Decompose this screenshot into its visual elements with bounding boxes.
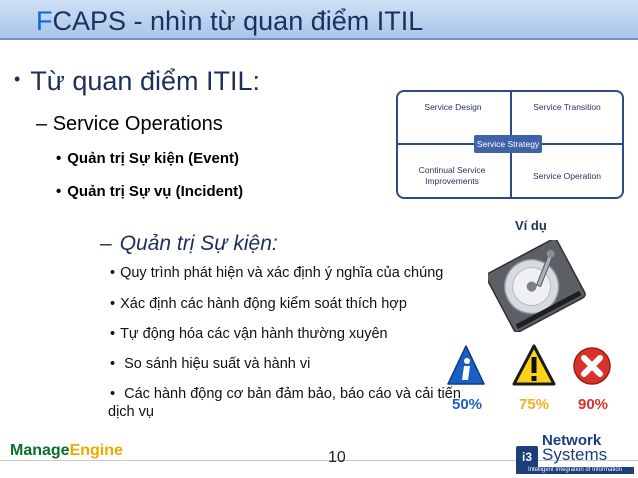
sub-event-management [100,232,278,256]
continual-improvements-label: Continual Service Improvements [418,165,486,186]
info-icon [446,344,486,388]
sub-event-management-text: Quản trị Sự kiện: [119,232,278,255]
list-item-text: Xác định các hành động kiểm soát thích hợp [120,296,407,312]
bullet-dot: • [14,69,21,89]
logo-manage-text: Manage [10,442,70,459]
service-transition-label: Service Transition [533,102,601,112]
list-item [110,296,407,312]
bullet-dot: • [110,296,116,312]
title-first-letter: F [36,6,53,36]
bullet-itil-view [14,66,260,97]
bullet-dot: • [110,386,116,402]
service-strategy-label: Service Strategy [474,135,542,153]
list-item-text: So sánh hiệu suất và hành vi [120,356,311,372]
item-event-management-text: Quản trị Sự kiện (Event) [67,150,239,167]
list-item-text: Tự động hóa các vận hành thường xuyên [120,326,388,342]
bullet-dot: • [56,150,62,167]
sub-service-operations [36,113,223,136]
level-percent-warning: 75% [519,396,550,413]
slide-title [36,6,423,37]
itil-diagram [396,90,624,199]
dash: – [100,232,112,255]
logo-systems-text: Systems [542,445,608,464]
item-incident-management [56,183,243,200]
bullet-itil-view-text: Từ quan điểm ITIL: [30,66,260,96]
service-operation-label: Service Operation [532,171,602,181]
list-item-text: Các hành động cơ bản đảm bảo, báo cáo và cải tiến [120,386,461,402]
bullet-dot: • [110,356,116,372]
sub-service-operations-text: Service Operations [52,113,223,135]
item-event-management [56,150,239,167]
manageengine-logo [10,442,123,460]
title-bar [0,0,638,40]
logo-network-text: Network [542,432,602,449]
list-item [110,265,443,281]
bullet-dot: • [110,265,116,281]
list-item [110,356,310,372]
dash: – [36,113,53,135]
error-icon [572,346,612,386]
example-label: Ví dụ [515,218,547,233]
list-item [110,326,388,342]
page-number: 10 [328,449,346,466]
level-percent-error: 90% [578,396,609,413]
bullet-dot: • [56,183,62,200]
logo-engine-text: Engine [69,442,123,459]
list-item-text: Quy trình phát hiện và xác định ý nghĩa của chúng [120,265,444,281]
list-item-continuation: dịch vụ [108,404,154,420]
level-percent-info: 50% [452,396,483,413]
bullet-dot: • [110,326,116,342]
warning-icon [512,344,556,388]
item-incident-management-text: Quản trị Sự vụ (Incident) [67,183,244,200]
title-rest: CAPS - nhìn từ quan điểm ITIL [52,6,424,36]
i3-network-systems-logo [516,430,634,472]
list-item [110,386,461,402]
logo-tagline: Intelligent Integration of Information [516,467,634,474]
i3-box: i3 [516,446,538,468]
service-design-label: Service Design [424,102,482,112]
hard-drive-image [488,240,586,332]
